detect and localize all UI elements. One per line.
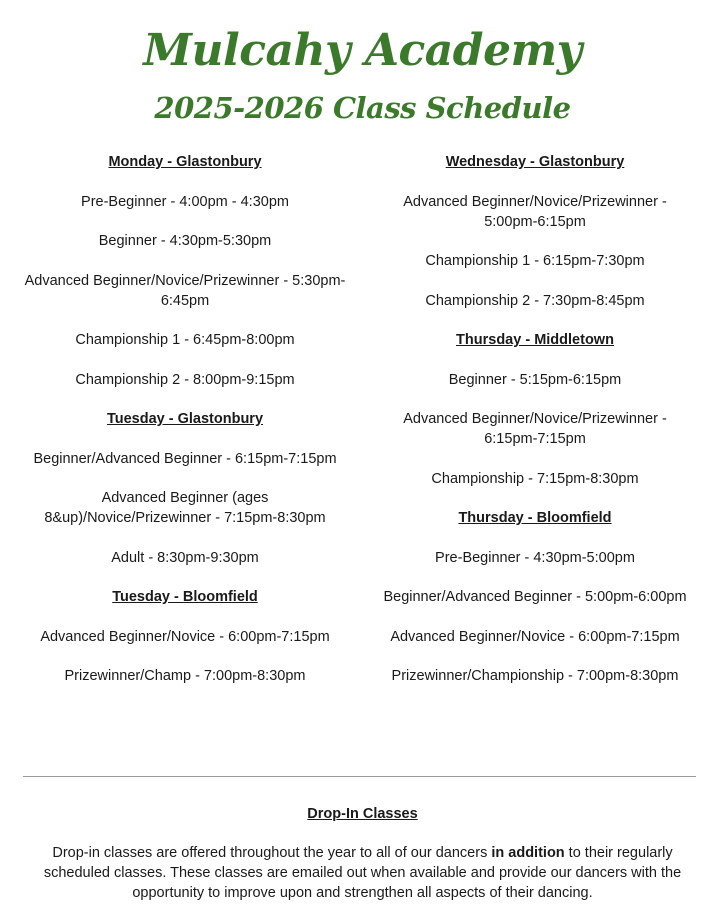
class-item: Advanced Beginner/Novice/Prizewinner - 5:00pm-6:15pm: [403, 193, 667, 230]
section-heading-thursday-bloomfield: Thursday - Bloomfield: [458, 510, 612, 526]
drop-in-emphasis: in addition: [491, 845, 565, 861]
class-item: Pre-Beginner - 4:30pm-5:00pm: [435, 549, 635, 566]
class-item: Adult - 8:30pm-9:30pm: [111, 549, 259, 566]
drop-in-description: [22, 843, 703, 903]
class-item: Championship 2 - 8:00pm-9:15pm: [75, 371, 295, 388]
page-title: Mulcahy Academy: [143, 25, 582, 76]
class-item: Beginner - 4:30pm-5:30pm: [98, 233, 272, 249]
class-item: Advanced Beginner/Novice/Prizewinner - 6:15pm-7:15pm: [403, 411, 667, 447]
section-heading-thursday-middletown: Thursday - Middletown: [456, 332, 614, 348]
page-subtitle: 2025-2026 Class Schedule: [154, 91, 571, 125]
class-item: Beginner/Advanced Beginner - 5:00pm-6:00pm: [383, 589, 687, 605]
class-item: Championship 1 - 6:15pm-7:30pm: [425, 253, 645, 269]
section-heading-wednesday-glastonbury: Wednesday - Glastonbury: [445, 154, 625, 170]
class-item: Prizewinner/Championship - 7:00pm-8:30pm: [391, 668, 679, 684]
horizontal-divider: [23, 776, 696, 777]
class-item: Beginner/Advanced Beginner - 6:15pm-7:15pm: [33, 450, 337, 467]
class-item: Championship - 7:15pm-8:30pm: [431, 470, 639, 487]
schedule-left-column: [20, 152, 350, 706]
schedule-right-column: [368, 152, 702, 706]
class-item: Advanced Beginner/Novice - 6:00pm-7:15pm: [390, 628, 680, 645]
class-item: Championship 2 - 7:30pm-8:45pm: [425, 292, 645, 309]
class-item: Beginner - 5:15pm-6:15pm: [448, 371, 622, 388]
class-item: Advanced Beginner (ages 8&up)/Novice/Prizewinner - 7:15pm-8:30pm: [44, 490, 326, 526]
class-item: Advanced Beginner/Novice/Prizewinner - 5:30pm-6:45pm: [24, 272, 346, 309]
class-item: Championship 1 - 6:45pm-8:00pm: [75, 332, 295, 348]
drop-in-text-end: to their regularly scheduled classes. These classes are emailed out when available and provide our dancers with the opportunity to improve upon and strengthen all aspects of their dancing.: [43, 845, 682, 901]
section-heading-tuesday-glastonbury: Tuesday - Glastonbury: [106, 411, 264, 427]
class-item: Pre-Beginner - 4:00pm - 4:30pm: [81, 193, 289, 210]
class-item: Prizewinner/Champ - 7:00pm-8:30pm: [64, 668, 306, 684]
section-heading-monday-glastonbury: Monday - Glastonbury: [108, 154, 262, 170]
class-item: Advanced Beginner/Novice - 6:00pm-7:15pm: [40, 628, 330, 645]
section-heading-tuesday-bloomfield: Tuesday - Bloomfield: [112, 589, 258, 605]
drop-in-text-start: Drop-in classes are offered throughout the year to all of our dancers: [52, 845, 492, 861]
drop-in-heading: Drop-In Classes: [307, 806, 418, 822]
